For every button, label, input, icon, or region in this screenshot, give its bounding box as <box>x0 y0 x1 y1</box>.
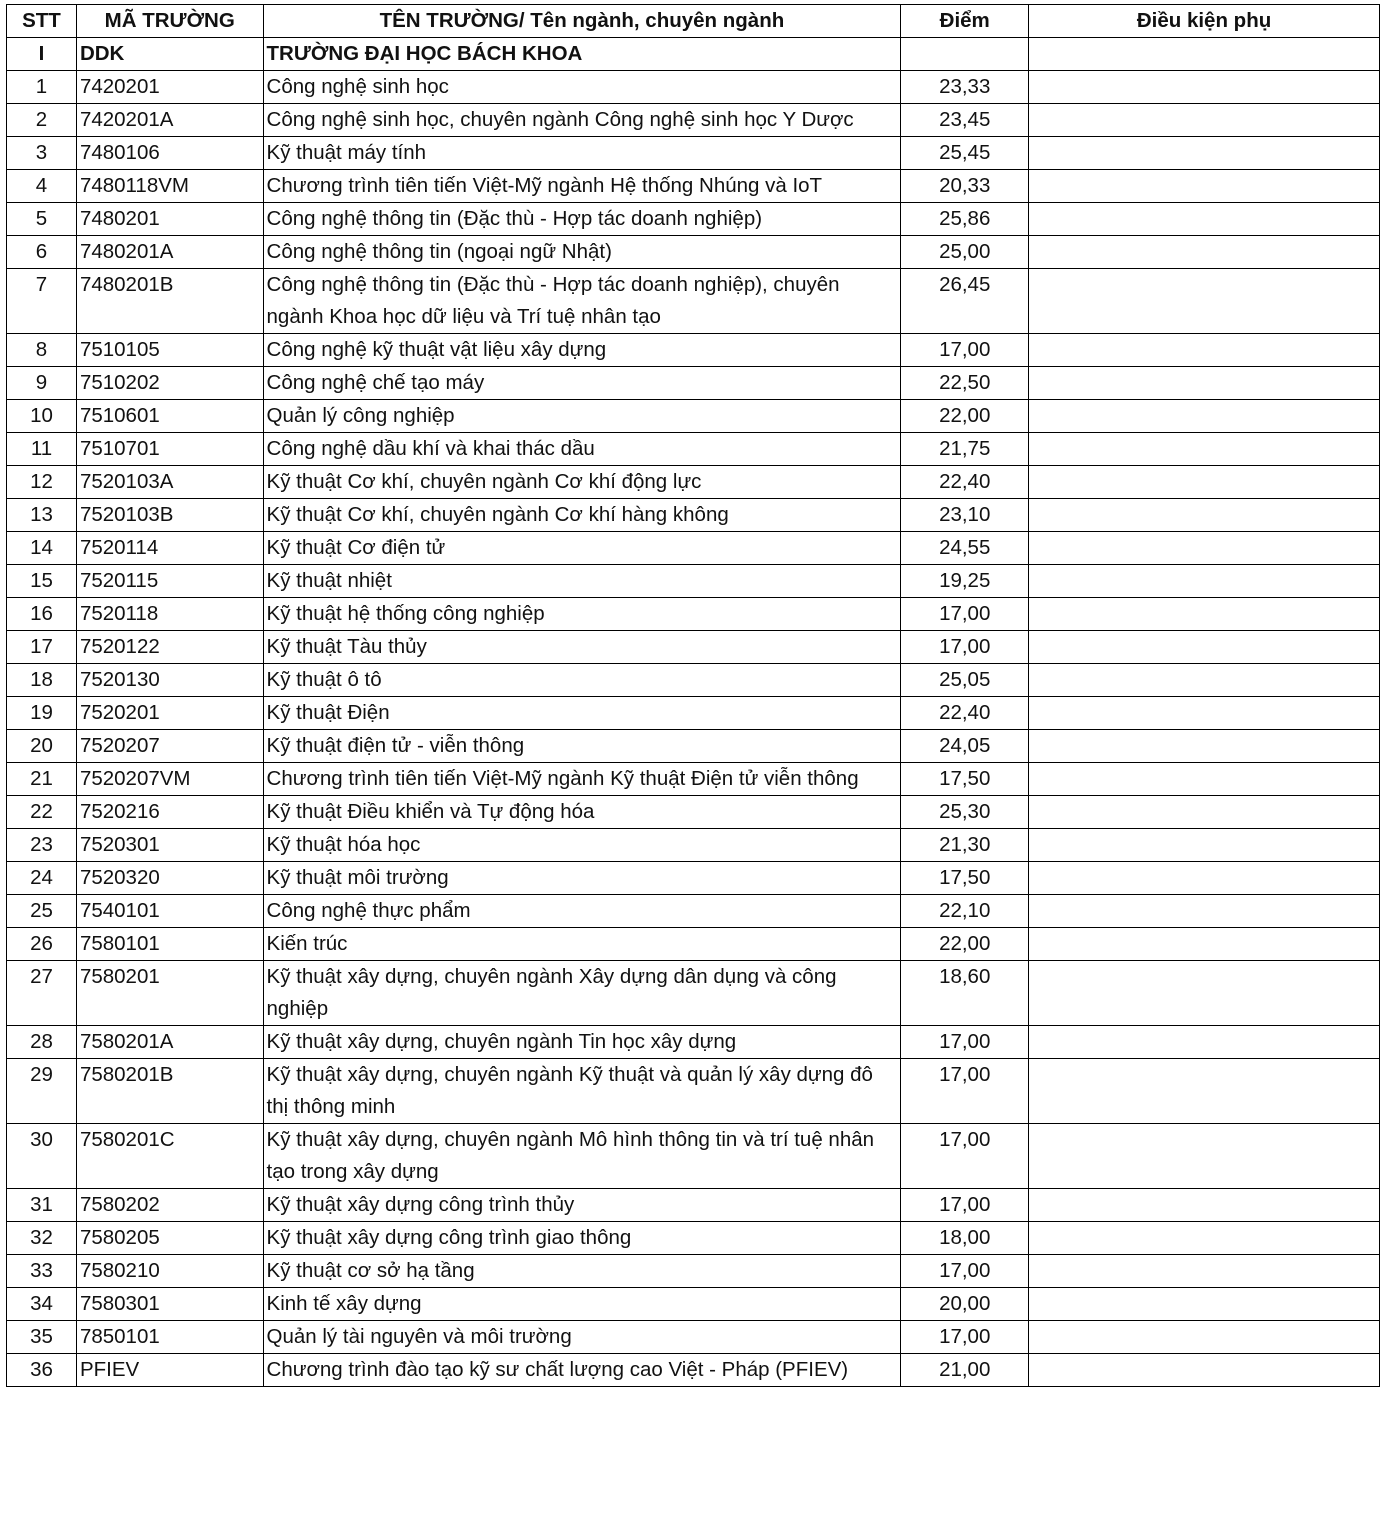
condition-cell <box>1029 862 1380 895</box>
code-cell: 7580201A <box>76 1026 263 1059</box>
name-cell: Kỹ thuật xây dựng, chuyên ngành Mô hình thông tin và trí tuệ nhân tạo trong xây dựng <box>263 1124 901 1189</box>
name-cell: Kỹ thuật xây dựng công trình giao thông <box>263 1222 901 1255</box>
condition-cell <box>1029 203 1380 236</box>
stt-cell: 18 <box>7 664 77 697</box>
stt-cell: 14 <box>7 532 77 565</box>
score-cell: 19,25 <box>901 565 1029 598</box>
stt-cell: 24 <box>7 862 77 895</box>
table-row <box>7 961 1380 1026</box>
code-cell: 7580201B <box>76 1059 263 1124</box>
name-cell: Kiến trúc <box>263 928 901 961</box>
stt-cell: 17 <box>7 631 77 664</box>
code-cell: 7520207VM <box>76 763 263 796</box>
score-cell: 21,00 <box>901 1354 1029 1387</box>
condition-cell <box>1029 1321 1380 1354</box>
stt-cell: 5 <box>7 203 77 236</box>
stt-cell: 19 <box>7 697 77 730</box>
stt-cell: 25 <box>7 895 77 928</box>
stt-cell: 2 <box>7 104 77 137</box>
score-cell: 17,00 <box>901 598 1029 631</box>
score-cell: 17,50 <box>901 862 1029 895</box>
code-cell: PFIEV <box>76 1354 263 1387</box>
score-cell: 25,00 <box>901 236 1029 269</box>
score-cell: 20,33 <box>901 170 1029 203</box>
name-cell: Kỹ thuật xây dựng, chuyên ngành Xây dựng dân dụng và công nghiệp <box>263 961 901 1026</box>
stt-cell: 6 <box>7 236 77 269</box>
stt-cell: 15 <box>7 565 77 598</box>
score-cell: 21,75 <box>901 433 1029 466</box>
table-row <box>7 532 1380 565</box>
score-cell: 17,00 <box>901 334 1029 367</box>
name-cell: Chương trình đào tạo kỹ sư chất lượng cao Việt - Pháp (PFIEV) <box>263 1354 901 1387</box>
table-row <box>7 499 1380 532</box>
table-row <box>7 1354 1380 1387</box>
stt-cell: 7 <box>7 269 77 334</box>
score-cell: 17,00 <box>901 1124 1029 1189</box>
score-cell: 25,45 <box>901 137 1029 170</box>
condition-cell <box>1029 170 1380 203</box>
stt-cell: 20 <box>7 730 77 763</box>
table-row <box>7 334 1380 367</box>
code-cell: 7480201 <box>76 203 263 236</box>
score-cell: 18,00 <box>901 1222 1029 1255</box>
name-cell: Kỹ thuật xây dựng, chuyên ngành Kỹ thuật và quản lý xây dựng đô thị thông minh <box>263 1059 901 1124</box>
condition-cell <box>1029 1189 1380 1222</box>
name-cell: Kỹ thuật hóa học <box>263 829 901 862</box>
code-cell: 7510601 <box>76 400 263 433</box>
score-cell: 22,00 <box>901 928 1029 961</box>
code-cell: 7520320 <box>76 862 263 895</box>
table-row <box>7 400 1380 433</box>
name-cell: Kỹ thuật xây dựng công trình thủy <box>263 1189 901 1222</box>
condition-cell <box>1029 334 1380 367</box>
stt-cell: 21 <box>7 763 77 796</box>
table-row <box>7 928 1380 961</box>
table-row <box>7 466 1380 499</box>
condition-cell <box>1029 730 1380 763</box>
name-cell: Công nghệ kỹ thuật vật liệu xây dựng <box>263 334 901 367</box>
table-row <box>7 236 1380 269</box>
stt-cell: 13 <box>7 499 77 532</box>
score-cell: 25,05 <box>901 664 1029 697</box>
score-cell: 17,00 <box>901 1059 1029 1124</box>
condition-cell <box>1029 433 1380 466</box>
condition-cell <box>1029 466 1380 499</box>
score-cell: 25,86 <box>901 203 1029 236</box>
condition-cell <box>1029 499 1380 532</box>
name-cell: Công nghệ dầu khí và khai thác dầu <box>263 433 901 466</box>
name-cell: Kỹ thuật Điều khiển và Tự động hóa <box>263 796 901 829</box>
name-cell: Chương trình tiên tiến Việt-Mỹ ngành Hệ thống Nhúng và IoT <box>263 170 901 203</box>
header-stt: STT <box>7 5 77 38</box>
stt-cell: 12 <box>7 466 77 499</box>
condition-cell <box>1029 796 1380 829</box>
table-row <box>7 104 1380 137</box>
name-cell: Công nghệ thực phẩm <box>263 895 901 928</box>
table-row <box>7 71 1380 104</box>
table-row <box>7 203 1380 236</box>
name-cell: Kỹ thuật môi trường <box>263 862 901 895</box>
stt-cell: 35 <box>7 1321 77 1354</box>
score-cell: 17,00 <box>901 1321 1029 1354</box>
name-cell: Kinh tế xây dựng <box>263 1288 901 1321</box>
table-row <box>7 1124 1380 1189</box>
condition-cell <box>1029 1222 1380 1255</box>
section-stt: I <box>7 38 77 71</box>
condition-cell <box>1029 1124 1380 1189</box>
table-row <box>7 269 1380 334</box>
condition-cell <box>1029 1354 1380 1387</box>
table-row <box>7 1255 1380 1288</box>
header-score: Điểm <box>901 5 1029 38</box>
stt-cell: 32 <box>7 1222 77 1255</box>
code-cell: 7520201 <box>76 697 263 730</box>
stt-cell: 10 <box>7 400 77 433</box>
name-cell: Kỹ thuật xây dựng, chuyên ngành Tin học xây dựng <box>263 1026 901 1059</box>
table-row <box>7 1026 1380 1059</box>
score-cell: 23,10 <box>901 499 1029 532</box>
table-row <box>7 1321 1380 1354</box>
stt-cell: 26 <box>7 928 77 961</box>
name-cell: Công nghệ thông tin (Đặc thù - Hợp tác doanh nghiệp) <box>263 203 901 236</box>
code-cell: 7540101 <box>76 895 263 928</box>
name-cell: Công nghệ sinh học, chuyên ngành Công nghệ sinh học Y Dược <box>263 104 901 137</box>
condition-cell <box>1029 961 1380 1026</box>
header-condition: Điều kiện phụ <box>1029 5 1380 38</box>
code-cell: 7580210 <box>76 1255 263 1288</box>
code-cell: 7520216 <box>76 796 263 829</box>
code-cell: 7520301 <box>76 829 263 862</box>
stt-cell: 22 <box>7 796 77 829</box>
name-cell: Kỹ thuật Cơ khí, chuyên ngành Cơ khí động lực <box>263 466 901 499</box>
condition-cell <box>1029 598 1380 631</box>
name-cell: Chương trình tiên tiến Việt-Mỹ ngành Kỹ thuật Điện tử viễn thông <box>263 763 901 796</box>
score-cell: 22,10 <box>901 895 1029 928</box>
table-row <box>7 895 1380 928</box>
table-row <box>7 796 1380 829</box>
name-cell: Công nghệ sinh học <box>263 71 901 104</box>
score-cell: 17,50 <box>901 763 1029 796</box>
code-cell: 7580202 <box>76 1189 263 1222</box>
code-cell: 7580101 <box>76 928 263 961</box>
table-row <box>7 1189 1380 1222</box>
table-row <box>7 862 1380 895</box>
condition-cell <box>1029 367 1380 400</box>
condition-cell <box>1029 895 1380 928</box>
code-cell: 7850101 <box>76 1321 263 1354</box>
score-cell: 22,00 <box>901 400 1029 433</box>
header-code: MÃ TRƯỜNG <box>76 5 263 38</box>
condition-cell <box>1029 1026 1380 1059</box>
condition-cell <box>1029 1288 1380 1321</box>
table-row <box>7 367 1380 400</box>
stt-cell: 16 <box>7 598 77 631</box>
table-row <box>7 829 1380 862</box>
stt-cell: 11 <box>7 433 77 466</box>
code-cell: 7480118VM <box>76 170 263 203</box>
score-cell: 17,00 <box>901 1189 1029 1222</box>
section-row <box>7 38 1380 71</box>
code-cell: 7420201 <box>76 71 263 104</box>
stt-cell: 8 <box>7 334 77 367</box>
table-row <box>7 1288 1380 1321</box>
condition-cell <box>1029 236 1380 269</box>
score-cell: 17,00 <box>901 1255 1029 1288</box>
table-row <box>7 1222 1380 1255</box>
name-cell: Kỹ thuật ô tô <box>263 664 901 697</box>
table-row <box>7 730 1380 763</box>
score-cell: 23,45 <box>901 104 1029 137</box>
table-row <box>7 664 1380 697</box>
table-body <box>7 38 1380 1387</box>
code-cell: 7580301 <box>76 1288 263 1321</box>
condition-cell <box>1029 631 1380 664</box>
table-row <box>7 565 1380 598</box>
table-row <box>7 697 1380 730</box>
condition-cell <box>1029 532 1380 565</box>
table-row <box>7 763 1380 796</box>
score-cell: 22,40 <box>901 466 1029 499</box>
score-cell: 17,00 <box>901 1026 1029 1059</box>
name-cell: Công nghệ chế tạo máy <box>263 367 901 400</box>
table-row <box>7 598 1380 631</box>
table-row <box>7 137 1380 170</box>
header-row <box>7 5 1380 38</box>
condition-cell <box>1029 829 1380 862</box>
name-cell: Kỹ thuật nhiệt <box>263 565 901 598</box>
section-score <box>901 38 1029 71</box>
condition-cell <box>1029 137 1380 170</box>
code-cell: 7580205 <box>76 1222 263 1255</box>
name-cell: Kỹ thuật Cơ khí, chuyên ngành Cơ khí hàng không <box>263 499 901 532</box>
condition-cell <box>1029 763 1380 796</box>
stt-cell: 23 <box>7 829 77 862</box>
condition-cell <box>1029 697 1380 730</box>
code-cell: 7580201C <box>76 1124 263 1189</box>
score-cell: 22,40 <box>901 697 1029 730</box>
code-cell: 7420201A <box>76 104 263 137</box>
condition-cell <box>1029 104 1380 137</box>
condition-cell <box>1029 565 1380 598</box>
score-cell: 26,45 <box>901 269 1029 334</box>
name-cell: Kỹ thuật hệ thống công nghiệp <box>263 598 901 631</box>
condition-cell <box>1029 269 1380 334</box>
admission-score-table <box>6 4 1380 1387</box>
stt-cell: 9 <box>7 367 77 400</box>
score-cell: 25,30 <box>901 796 1029 829</box>
table-row <box>7 170 1380 203</box>
stt-cell: 27 <box>7 961 77 1026</box>
code-cell: 7510105 <box>76 334 263 367</box>
table-row <box>7 433 1380 466</box>
stt-cell: 1 <box>7 71 77 104</box>
header-name: TÊN TRƯỜNG/ Tên ngành, chuyên ngành <box>263 5 901 38</box>
condition-cell <box>1029 664 1380 697</box>
name-cell: Kỹ thuật máy tính <box>263 137 901 170</box>
condition-cell <box>1029 1255 1380 1288</box>
section-condition <box>1029 38 1380 71</box>
stt-cell: 34 <box>7 1288 77 1321</box>
score-cell: 21,30 <box>901 829 1029 862</box>
condition-cell <box>1029 1059 1380 1124</box>
name-cell: Công nghệ thông tin (Đặc thù - Hợp tác doanh nghiệp), chuyên ngành Khoa học dữ liệu và Trí tuệ nhân tạo <box>263 269 901 334</box>
code-cell: 7520130 <box>76 664 263 697</box>
score-cell: 24,55 <box>901 532 1029 565</box>
stt-cell: 4 <box>7 170 77 203</box>
stt-cell: 33 <box>7 1255 77 1288</box>
score-cell: 24,05 <box>901 730 1029 763</box>
code-cell: 7510202 <box>76 367 263 400</box>
code-cell: 7520115 <box>76 565 263 598</box>
score-cell: 20,00 <box>901 1288 1029 1321</box>
table-row <box>7 631 1380 664</box>
score-cell: 17,00 <box>901 631 1029 664</box>
name-cell: Kỹ thuật điện tử - viễn thông <box>263 730 901 763</box>
condition-cell <box>1029 928 1380 961</box>
table-row <box>7 1059 1380 1124</box>
code-cell: 7520114 <box>76 532 263 565</box>
condition-cell <box>1029 71 1380 104</box>
name-cell: Kỹ thuật Điện <box>263 697 901 730</box>
code-cell: 7520122 <box>76 631 263 664</box>
name-cell: Quản lý tài nguyên và môi trường <box>263 1321 901 1354</box>
condition-cell <box>1029 400 1380 433</box>
stt-cell: 30 <box>7 1124 77 1189</box>
stt-cell: 36 <box>7 1354 77 1387</box>
code-cell: 7480201A <box>76 236 263 269</box>
name-cell: Kỹ thuật Tàu thủy <box>263 631 901 664</box>
code-cell: 7520103A <box>76 466 263 499</box>
code-cell: 7580201 <box>76 961 263 1026</box>
code-cell: 7480106 <box>76 137 263 170</box>
code-cell: 7520103B <box>76 499 263 532</box>
stt-cell: 28 <box>7 1026 77 1059</box>
section-name: TRƯỜNG ĐẠI HỌC BÁCH KHOA <box>263 38 901 71</box>
score-cell: 18,60 <box>901 961 1029 1026</box>
score-cell: 23,33 <box>901 71 1029 104</box>
stt-cell: 31 <box>7 1189 77 1222</box>
score-cell: 22,50 <box>901 367 1029 400</box>
name-cell: Kỹ thuật Cơ điện tử <box>263 532 901 565</box>
code-cell: 7520207 <box>76 730 263 763</box>
section-code: DDK <box>76 38 263 71</box>
code-cell: 7510701 <box>76 433 263 466</box>
name-cell: Kỹ thuật cơ sở hạ tầng <box>263 1255 901 1288</box>
name-cell: Công nghệ thông tin (ngoại ngữ Nhật) <box>263 236 901 269</box>
stt-cell: 29 <box>7 1059 77 1124</box>
code-cell: 7520118 <box>76 598 263 631</box>
code-cell: 7480201B <box>76 269 263 334</box>
name-cell: Quản lý công nghiệp <box>263 400 901 433</box>
stt-cell: 3 <box>7 137 77 170</box>
